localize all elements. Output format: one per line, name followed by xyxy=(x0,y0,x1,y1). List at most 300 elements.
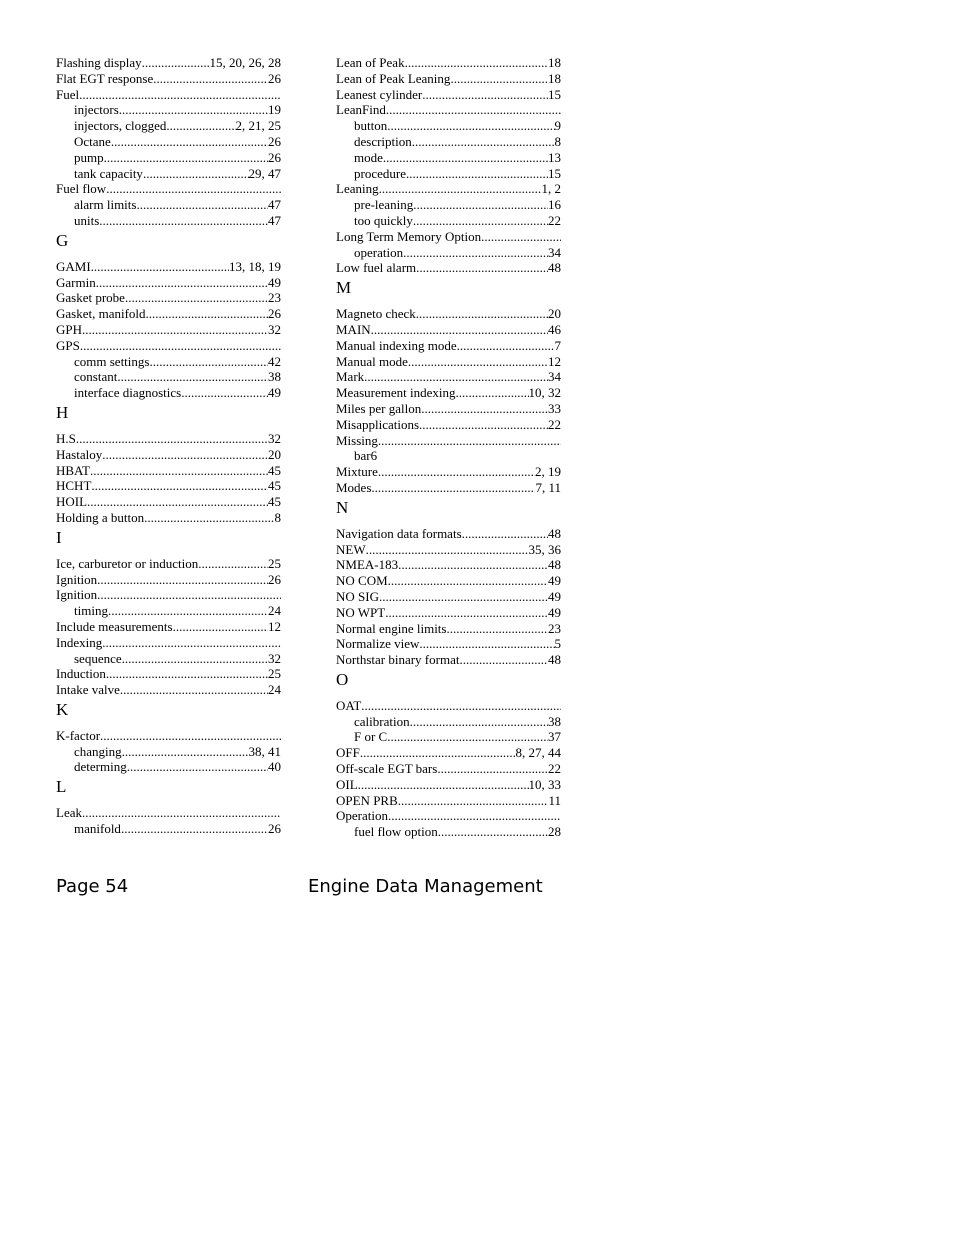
index-term: Lean of Peak xyxy=(336,55,405,70)
index-page-refs: 49 xyxy=(548,604,561,620)
index-entry xyxy=(336,433,561,449)
index-page-refs: 47 xyxy=(268,197,281,213)
index-page-refs: 8 xyxy=(554,133,561,149)
index-term: NO COM xyxy=(336,573,388,589)
dot-leader xyxy=(387,118,554,134)
index-section-letter: M xyxy=(336,278,352,298)
index-term: Leanest cylinder xyxy=(336,86,423,102)
dot-leader xyxy=(120,682,268,698)
dot-leader xyxy=(371,322,548,338)
dot-leader xyxy=(413,213,548,229)
index-page-refs: 47 xyxy=(268,212,281,228)
index-entry xyxy=(336,102,561,118)
index-term: Ignition xyxy=(56,587,98,603)
index-term: Modes xyxy=(336,479,372,495)
index-page-refs: 15, 20, 26, 28 xyxy=(209,55,281,70)
dot-leader xyxy=(166,118,235,134)
index-term: Intake valve xyxy=(56,682,120,698)
index-entry xyxy=(336,417,561,433)
dot-leader xyxy=(462,526,548,542)
index-term: Miles per gallon xyxy=(336,400,422,416)
index-entry xyxy=(56,587,281,603)
index-page-refs: 23 xyxy=(268,290,281,306)
dot-leader xyxy=(80,338,281,354)
index-subentry xyxy=(336,150,561,166)
index-term: Measurement indexing xyxy=(336,385,456,401)
index-page-refs: 45 xyxy=(268,478,281,494)
index-entry xyxy=(336,808,561,824)
index-page-refs: 32 xyxy=(268,650,281,666)
dot-leader xyxy=(106,666,268,682)
index-page-refs: 42 xyxy=(268,353,281,369)
index-page-refs: 18 xyxy=(548,55,561,70)
index-entry xyxy=(336,761,561,777)
index-entry xyxy=(56,463,281,479)
index-section-letter: H xyxy=(56,402,69,422)
index-entry xyxy=(56,494,281,510)
index-page-refs: 25 xyxy=(268,555,281,571)
index-page-refs: 26 xyxy=(268,306,281,322)
dot-leader xyxy=(96,275,268,291)
index-subentry xyxy=(56,759,281,775)
index-term: Octane xyxy=(74,133,111,149)
index-entry xyxy=(336,557,561,573)
index-term: Holding a button xyxy=(56,509,145,525)
index-page-refs: 49 xyxy=(548,573,561,589)
dot-leader xyxy=(413,197,548,213)
index-page-refs: 22 xyxy=(548,416,561,432)
index-entry xyxy=(336,636,561,652)
dot-leader xyxy=(111,134,268,150)
index-subentry xyxy=(56,166,281,182)
dot-leader xyxy=(76,431,268,447)
index-term: injectors xyxy=(74,102,119,118)
dot-leader xyxy=(99,213,268,229)
index-section-letter: G xyxy=(56,230,69,250)
dot-leader xyxy=(106,181,281,197)
dot-leader xyxy=(422,87,548,103)
index-term: MAIN xyxy=(336,321,371,337)
dot-leader xyxy=(90,463,268,479)
index-subentry xyxy=(56,354,281,370)
index-page-refs: 29, 47 xyxy=(248,165,281,181)
dot-leader xyxy=(102,447,268,463)
index-term: Flat EGT response xyxy=(56,70,154,86)
index-subentry xyxy=(56,118,281,134)
dot-leader xyxy=(456,385,529,401)
index-term: operation xyxy=(354,244,404,260)
dot-leader xyxy=(149,354,268,370)
dot-leader xyxy=(117,369,268,385)
index-term: Mixture xyxy=(336,464,378,480)
index-entry xyxy=(336,71,561,87)
index-page-refs: 5 xyxy=(554,636,561,652)
index-page-refs: 12 xyxy=(548,353,561,369)
index-term: Low fuel alarm xyxy=(336,260,417,276)
dot-leader xyxy=(412,134,555,150)
index-entry xyxy=(56,55,281,71)
index-subentry xyxy=(336,714,561,730)
index-page-refs: 49 xyxy=(268,274,281,290)
dot-leader xyxy=(102,635,281,651)
index-page-refs: 38 xyxy=(548,713,561,729)
dot-leader xyxy=(416,260,548,276)
dot-leader xyxy=(104,150,268,166)
dot-leader xyxy=(198,556,268,572)
index-entry xyxy=(56,322,281,338)
index-entry xyxy=(336,621,561,637)
index-term: units xyxy=(74,212,100,228)
dot-leader xyxy=(87,494,268,510)
index-page-refs: 15 xyxy=(548,165,561,181)
index-page-refs: 7, 11 xyxy=(535,479,561,495)
index-page-refs: 38 xyxy=(268,369,281,385)
index-page-refs: 8 xyxy=(274,509,281,525)
index-entry xyxy=(336,605,561,621)
index-page-refs: 48 xyxy=(548,652,561,668)
index-page-refs: 24 xyxy=(268,682,281,698)
index-entry xyxy=(336,542,561,558)
index-entry xyxy=(336,573,561,589)
index-term: F or C xyxy=(354,729,388,745)
index-term: OFF xyxy=(336,745,360,761)
index-page-refs: 20 xyxy=(548,306,561,322)
index-page-refs: 9 xyxy=(554,118,561,134)
index-term: Induction xyxy=(56,666,106,682)
index-term: interface diagnostics xyxy=(74,385,182,401)
dot-leader xyxy=(408,354,548,370)
dot-leader xyxy=(181,385,268,401)
index-page-refs: 18 xyxy=(548,70,561,86)
index-term: calibration xyxy=(354,713,410,729)
index-term: NEW xyxy=(336,541,366,557)
index-term: NO WPT xyxy=(336,604,386,620)
index-column-right xyxy=(336,55,561,840)
index-term: Garmin xyxy=(56,274,96,290)
dot-leader xyxy=(173,619,268,635)
index-entry xyxy=(56,275,281,291)
dot-leader xyxy=(379,181,542,197)
index-page-refs: 23 xyxy=(548,620,561,636)
index-term: sequence xyxy=(74,650,122,666)
index-term: OPEN PRB xyxy=(336,792,398,808)
index-term: Flashing display xyxy=(56,55,142,70)
index-subentry xyxy=(336,729,561,745)
index-page-refs: 33 xyxy=(548,400,561,416)
index-entry xyxy=(336,181,561,197)
dot-leader xyxy=(143,166,249,182)
index-term: Ice, carburetor or induction xyxy=(56,555,199,571)
index-page-refs: 45 xyxy=(268,494,281,510)
index-term: HOIL xyxy=(56,494,88,510)
index-entry xyxy=(336,385,561,401)
dot-leader xyxy=(146,306,268,322)
dot-leader xyxy=(360,745,516,761)
index-entry xyxy=(56,556,281,572)
index-term: H.S xyxy=(56,430,76,446)
index-subentry xyxy=(56,385,281,401)
dot-leader xyxy=(127,759,268,775)
index-page-refs: 13, 18, 19 xyxy=(229,258,281,274)
index-entry xyxy=(336,55,561,71)
index-term: Lean of Peak Leaning xyxy=(336,70,451,86)
index-term: Leak xyxy=(56,805,82,821)
dot-leader xyxy=(108,603,268,619)
dot-leader xyxy=(398,557,548,573)
dot-leader xyxy=(387,729,548,745)
dot-leader xyxy=(125,290,268,306)
index-subentry xyxy=(336,213,561,229)
index-term: GAMI xyxy=(56,258,91,274)
index-entry xyxy=(56,682,281,698)
index-term: Fuel xyxy=(56,86,80,102)
index-term: HCHT xyxy=(56,478,92,494)
index-page-refs: 16 xyxy=(548,197,561,213)
index-entry xyxy=(56,666,281,682)
index-entry xyxy=(336,322,561,338)
index-entry xyxy=(336,464,561,480)
dot-leader xyxy=(437,761,548,777)
index-subentry xyxy=(56,369,281,385)
index-entry xyxy=(336,338,561,354)
index-subentry xyxy=(336,448,561,464)
index-term: Navigation data formats xyxy=(336,525,462,541)
index-term: Fuel flow xyxy=(56,181,107,197)
dot-leader xyxy=(383,150,548,166)
index-entry xyxy=(336,526,561,542)
index-term: tank capacity xyxy=(74,165,143,181)
dot-leader xyxy=(403,245,548,261)
index-entry xyxy=(56,447,281,463)
index-page-refs: 22 xyxy=(548,212,561,228)
index-term: K-factor xyxy=(56,727,101,743)
dot-leader xyxy=(438,824,548,840)
index-page-refs: 13 xyxy=(548,149,561,165)
index-section-letter: L xyxy=(56,777,67,797)
index-subentry xyxy=(56,134,281,150)
index-term: comm settings xyxy=(74,353,150,369)
index-subentry xyxy=(56,744,281,760)
dot-leader xyxy=(398,793,549,809)
dot-leader xyxy=(379,589,548,605)
index-entry xyxy=(56,728,281,744)
dot-leader xyxy=(361,698,561,714)
index-entry xyxy=(336,793,561,809)
dot-leader xyxy=(419,636,554,652)
index-term: Indexing xyxy=(56,634,103,650)
index-column-left xyxy=(56,55,281,837)
dot-leader xyxy=(450,71,548,87)
index-subentry xyxy=(56,150,281,166)
index-subentry xyxy=(336,245,561,261)
index-entry xyxy=(56,71,281,87)
index-term: Off-scale EGT bars xyxy=(336,761,438,777)
index-subentry xyxy=(336,118,561,134)
index-term: too quickly xyxy=(354,212,413,228)
dot-leader xyxy=(119,102,268,118)
dot-leader xyxy=(459,652,548,668)
dot-leader xyxy=(97,572,268,588)
index-page-refs: 22 xyxy=(548,761,561,777)
index-page-refs: 48 xyxy=(548,557,561,573)
index-page-refs: 26 xyxy=(268,70,281,86)
index-page-refs: 1, 2 xyxy=(541,181,561,197)
index-term: Ignition xyxy=(56,571,98,587)
dot-leader xyxy=(457,338,555,354)
dot-leader xyxy=(366,542,529,558)
index-entry xyxy=(336,401,561,417)
dot-leader xyxy=(378,464,535,480)
index-entry xyxy=(56,431,281,447)
index-page-refs: 26 xyxy=(268,149,281,165)
index-subentry xyxy=(56,651,281,667)
dot-leader xyxy=(153,71,268,87)
index-entry xyxy=(336,369,561,385)
index-term: Missing xyxy=(336,432,378,448)
index-term: GPS xyxy=(56,337,80,353)
index-term: OAT xyxy=(336,697,362,713)
index-section-letter: I xyxy=(56,527,62,547)
index-term: determing xyxy=(74,759,127,775)
dot-leader xyxy=(364,369,548,385)
index-entry xyxy=(56,290,281,306)
index-term: NO SIG xyxy=(336,588,379,604)
index-term: pump xyxy=(74,149,104,165)
index-page-refs: 35, 36 xyxy=(528,541,561,557)
index-section-letter: N xyxy=(336,497,349,517)
index-page-refs: 7 xyxy=(554,337,561,353)
index-page-refs: 48 xyxy=(548,260,561,276)
index-term: timing xyxy=(74,603,108,619)
dot-leader xyxy=(100,728,281,744)
index-page-refs: 10, 32 xyxy=(528,385,561,401)
index-page-refs: 11 xyxy=(548,792,561,808)
dot-leader xyxy=(144,510,274,526)
index-term: Misapplications xyxy=(336,416,420,432)
index-entry xyxy=(56,478,281,494)
index-page-refs: 26 xyxy=(268,133,281,149)
index-page-refs: 12 xyxy=(268,618,281,634)
index-term: Normalize view xyxy=(336,636,420,652)
dot-leader xyxy=(121,821,268,837)
index-entry xyxy=(336,306,561,322)
index-subentry xyxy=(56,102,281,118)
index-term: alarm limits xyxy=(74,197,137,213)
dot-leader xyxy=(122,744,249,760)
dot-leader xyxy=(386,102,561,118)
dot-leader xyxy=(446,621,548,637)
index-term: bar6 xyxy=(354,448,378,464)
dot-leader xyxy=(358,777,529,793)
dot-leader xyxy=(122,651,268,667)
dot-leader xyxy=(82,322,268,338)
index-page-refs: 10, 33 xyxy=(528,776,561,792)
index-term: injectors, clogged xyxy=(74,118,167,134)
index-entry xyxy=(56,181,281,197)
index-entry xyxy=(336,260,561,276)
dot-leader xyxy=(410,714,548,730)
dot-leader xyxy=(481,229,561,245)
index-page-refs: 46 xyxy=(548,321,561,337)
index-term: pre-leaning xyxy=(354,197,414,213)
index-term: HBAT xyxy=(56,462,90,478)
index-page-refs: 45 xyxy=(268,462,281,478)
dot-leader xyxy=(136,197,268,213)
index-entry xyxy=(56,805,281,821)
index-page-refs: 15 xyxy=(548,86,561,102)
index-term: mode xyxy=(354,149,383,165)
index-page-refs: 24 xyxy=(268,603,281,619)
index-term: Manual mode xyxy=(336,353,408,369)
index-term: Normal engine limits xyxy=(336,620,447,636)
index-entry xyxy=(56,572,281,588)
dot-leader xyxy=(378,433,561,449)
index-entry xyxy=(56,510,281,526)
dot-leader xyxy=(419,417,548,433)
index-page-refs: 28 xyxy=(548,824,561,840)
index-entry xyxy=(56,338,281,354)
dot-leader xyxy=(97,587,281,603)
index-term: Mark xyxy=(336,369,365,385)
index-entry xyxy=(56,619,281,635)
index-term: OIL xyxy=(336,776,358,792)
index-page-refs: 40 xyxy=(268,759,281,775)
index-entry xyxy=(336,480,561,496)
index-page-refs: 49 xyxy=(548,588,561,604)
index-page-refs: 37 xyxy=(548,729,561,745)
index-page-refs: 26 xyxy=(268,571,281,587)
index-page-refs: 49 xyxy=(268,385,281,401)
dot-leader xyxy=(385,605,548,621)
index-page-refs: 20 xyxy=(268,446,281,462)
index-page-refs: 19 xyxy=(268,102,281,118)
index-page-refs: 25 xyxy=(268,666,281,682)
index-term: Magneto check xyxy=(336,306,416,322)
index-term: Manual indexing mode xyxy=(336,337,457,353)
index-subentry xyxy=(336,824,561,840)
index-entry xyxy=(336,777,561,793)
index-term: button xyxy=(354,118,388,134)
index-page-refs: 38, 41 xyxy=(248,743,281,759)
index-entry xyxy=(336,652,561,668)
index-entry xyxy=(336,745,561,761)
index-entry xyxy=(336,589,561,605)
index-term: Northstar binary format xyxy=(336,652,460,668)
index-page-refs: 2, 21, 25 xyxy=(235,118,281,134)
index-entry xyxy=(336,354,561,370)
index-entry xyxy=(56,87,281,103)
index-section-letter: O xyxy=(336,669,349,689)
dot-leader xyxy=(142,55,210,71)
index-entry xyxy=(336,229,561,245)
index-term: LeanFind xyxy=(336,102,386,118)
document-title: Engine Data Management xyxy=(308,876,543,897)
dot-leader xyxy=(79,87,281,103)
index-subentry xyxy=(56,213,281,229)
index-page-refs: 48 xyxy=(548,525,561,541)
index-subentry xyxy=(56,603,281,619)
index-entry xyxy=(56,306,281,322)
index-term: GPH xyxy=(56,321,83,337)
dot-leader xyxy=(371,480,535,496)
index-term: changing xyxy=(74,743,122,759)
page-number: Page 54 xyxy=(56,876,129,897)
index-term: manifold xyxy=(74,821,121,837)
index-page-refs: 34 xyxy=(548,244,561,260)
index-term: Leaning xyxy=(336,181,379,197)
index-subentry xyxy=(336,197,561,213)
index-term: Include measurements xyxy=(56,618,173,634)
